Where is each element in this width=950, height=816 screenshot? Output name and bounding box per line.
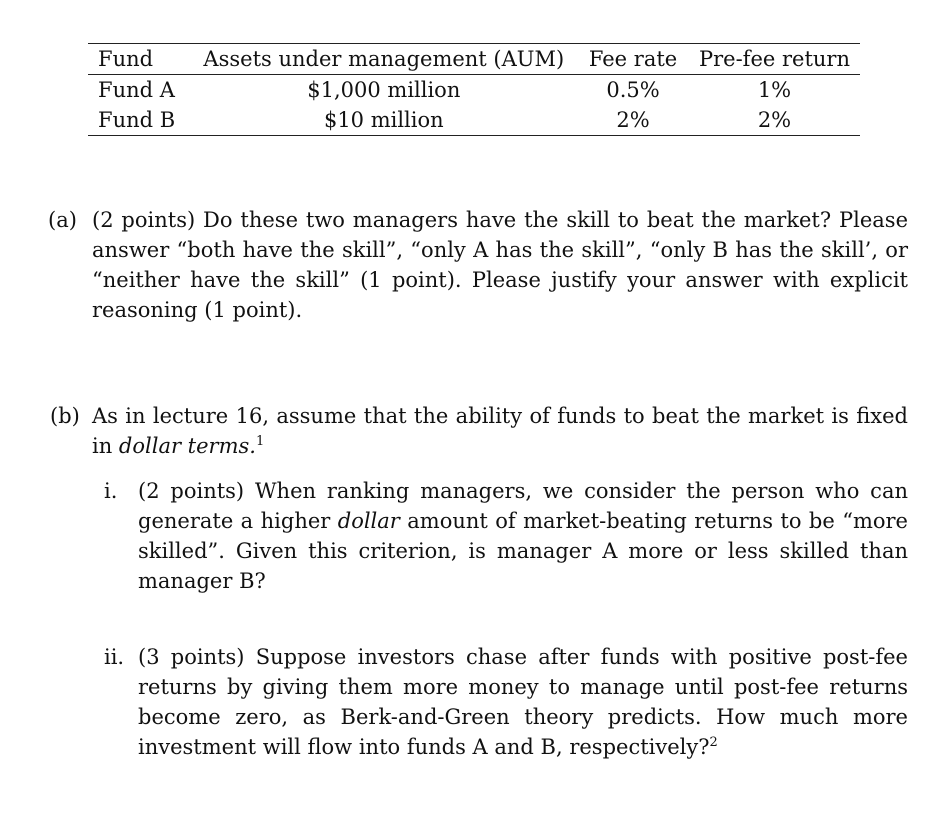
table-row (88, 105, 860, 136)
question-b-i-text-start: (2 points) When ranking managers, we consider the person who can generate a higher (138, 479, 908, 533)
header-pre-fee-return: Pre-fee return (698, 47, 850, 71)
footnote-marker-1: 1 (255, 434, 265, 449)
header-fund: Fund (98, 47, 154, 71)
cell-aum: $10 million (323, 108, 444, 132)
question-b-ii (104, 642, 908, 762)
header-aum: Assets under management (AUM) (203, 47, 565, 71)
question-b-i-emphasis: dollar (337, 509, 400, 533)
question-b (50, 401, 908, 461)
question-a-label: (a) (48, 208, 77, 232)
cell-fee-rate: 2% (616, 108, 650, 132)
cell-fee-rate: 0.5% (606, 78, 660, 102)
question-b-ii-text: (3 points) Suppose investors chase after funds with positive post-fee returns by giving them more money to manage until post-fee returns become zero, as Berk-and-Green theory predicts. How much more investment will flow into funds A and B, respectively? (138, 645, 908, 759)
cell-pre-fee-return: 2% (757, 108, 792, 132)
cell-fund-name: Fund B (98, 108, 176, 132)
footnote-marker-2: 2 (709, 735, 718, 750)
question-b-i-label: i. (104, 479, 118, 503)
question-a (48, 205, 908, 325)
cell-pre-fee-return: 1% (757, 78, 792, 102)
fund-comparison-table (88, 43, 860, 136)
cell-fund-name: Fund A (98, 78, 175, 102)
question-b-emphasis: dollar terms. (118, 434, 256, 458)
header-fee-rate: Fee rate (588, 47, 678, 71)
table-header-row (88, 44, 860, 75)
table-row (88, 75, 860, 106)
question-b-i (104, 476, 908, 596)
question-a-text: (2 points) Do these two managers have the skill to beat the market? Please answer “both have the skill”, “only A has the skill”, “only B has the skill’, or “neither have the skill” (1 point). Please justify your answer with explicit reasoning (1 point). (92, 208, 908, 322)
question-b-ii-label: ii. (104, 645, 125, 669)
question-b-label: (b) (50, 404, 80, 428)
cell-aum: $1,000 million (307, 78, 461, 102)
question-b-text: As in lecture 16, assume that the ability of funds to beat the market is fixed in (92, 404, 908, 458)
question-b-i-text-end: amount of market-beating returns to be “more skilled”. Given this criterion, is manager A more or less skilled than manager B? (138, 509, 908, 593)
